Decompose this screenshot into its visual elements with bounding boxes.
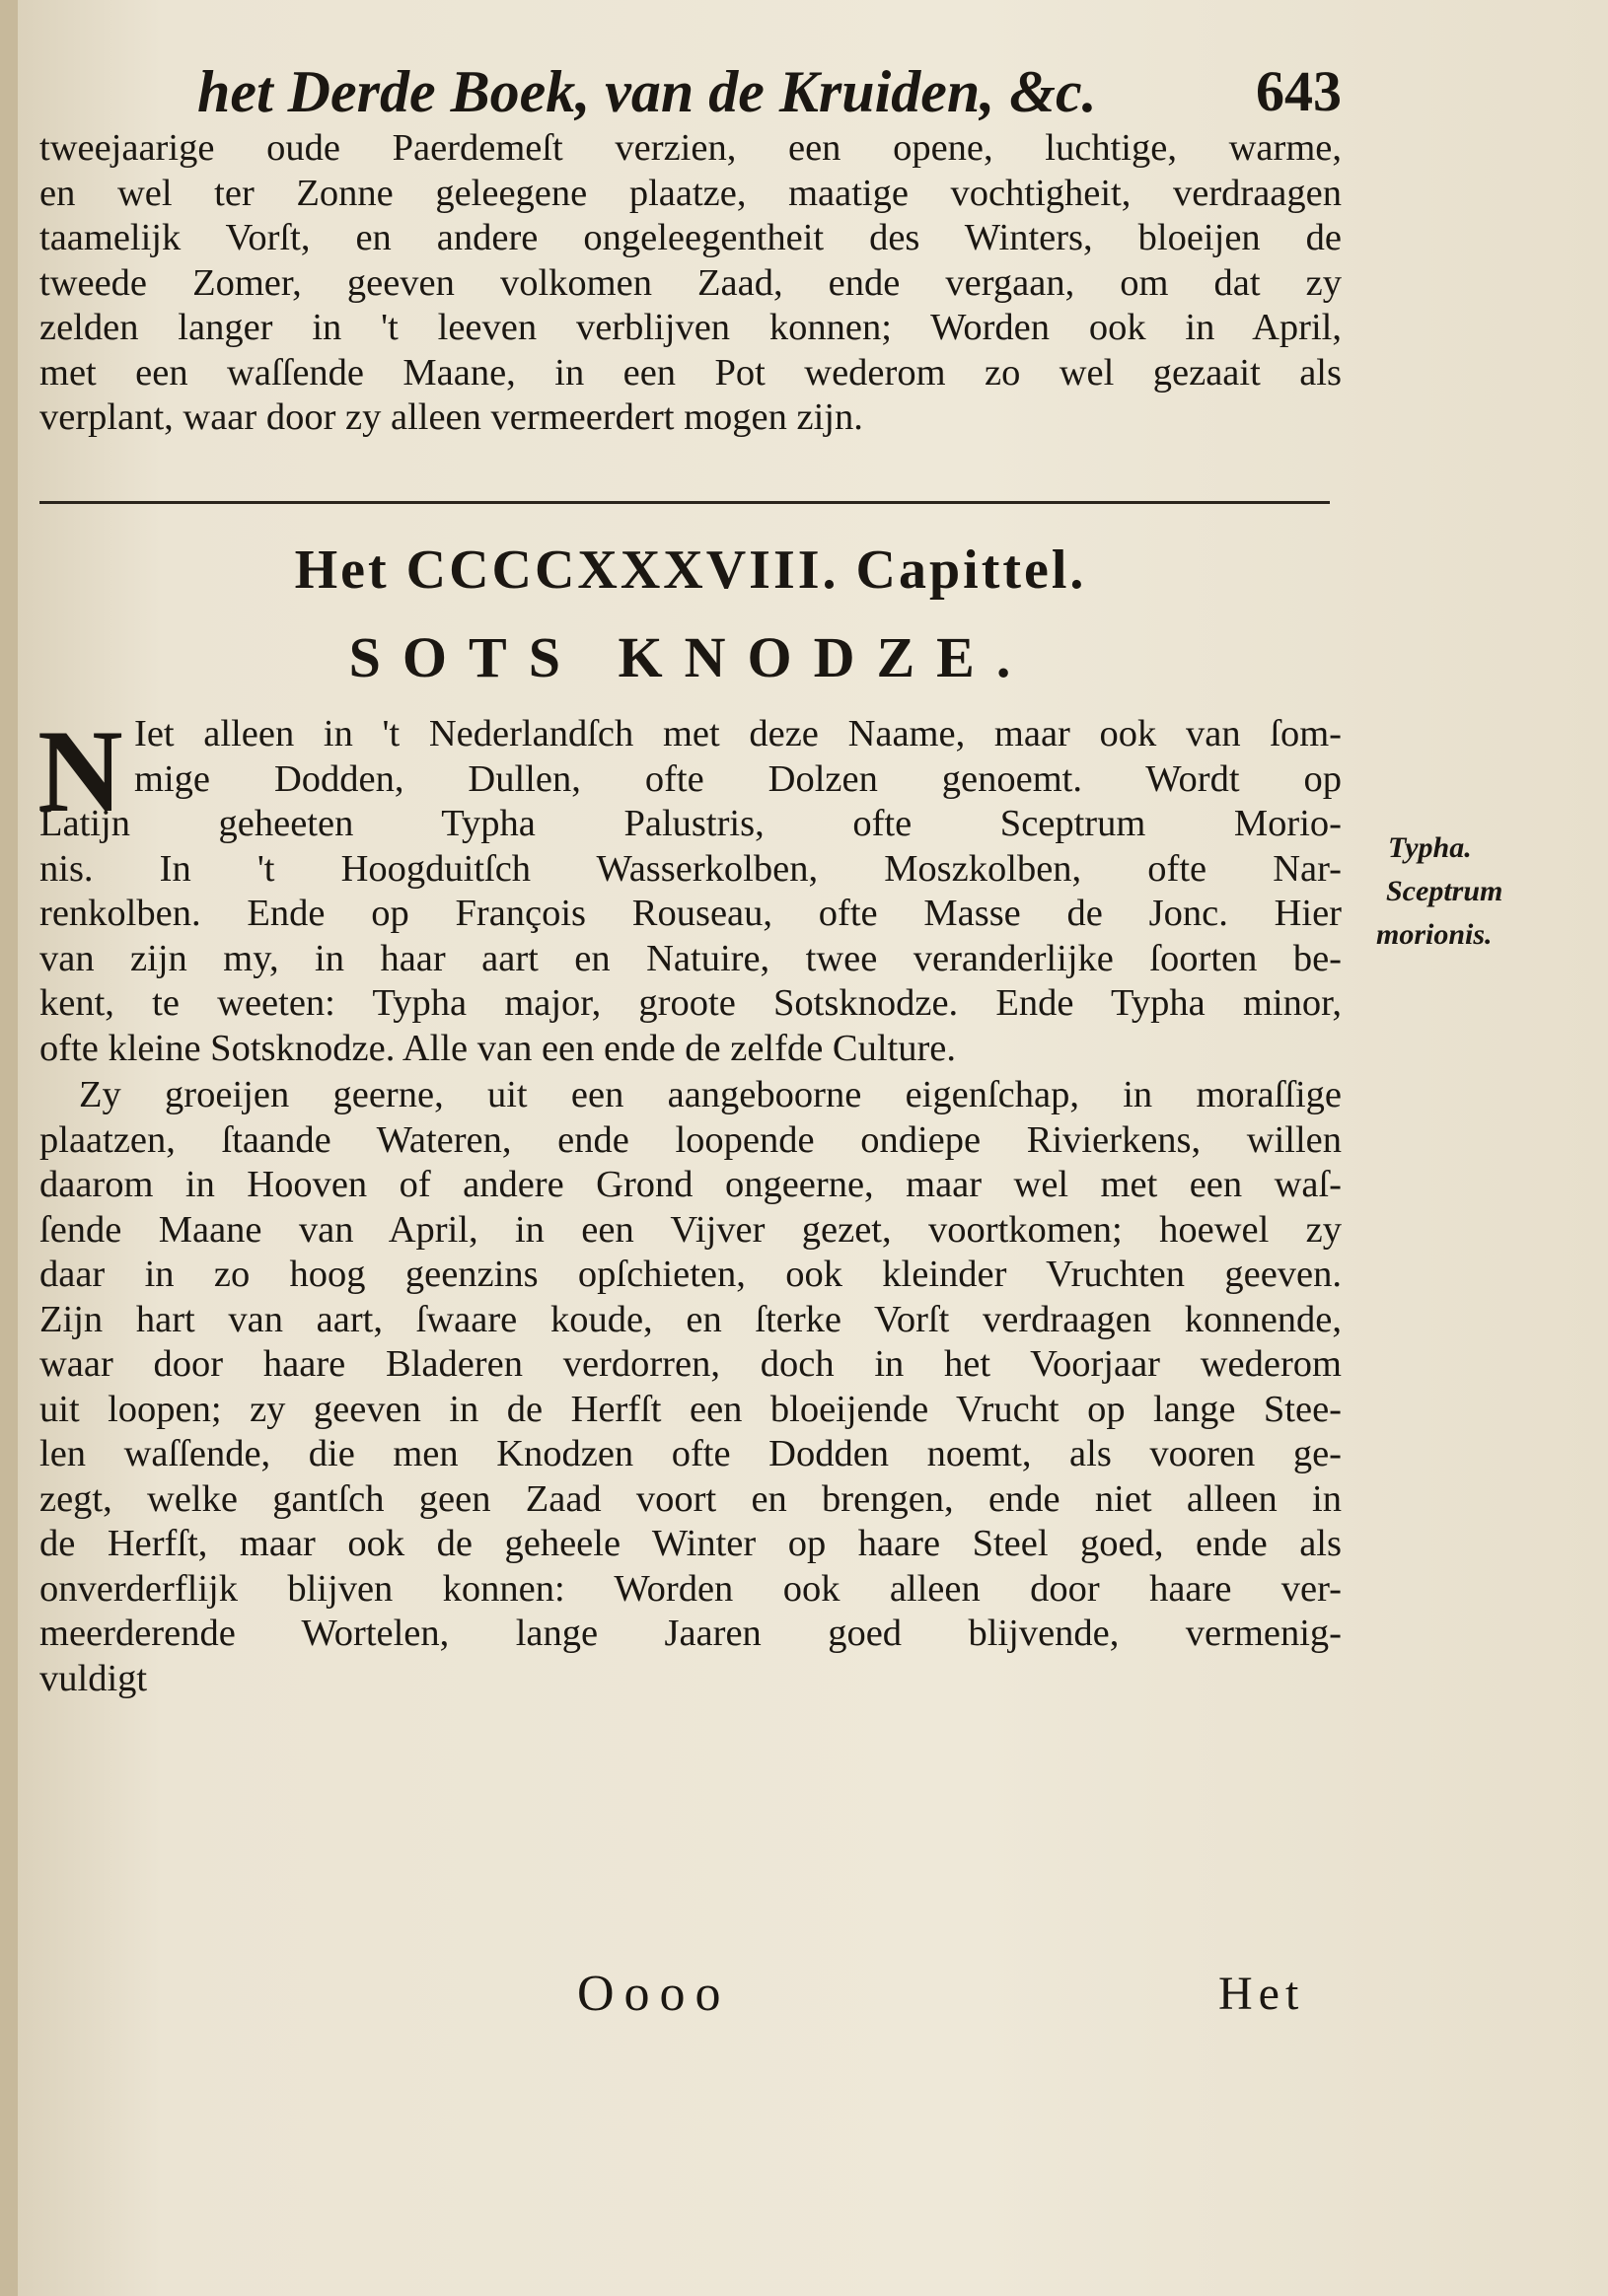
text-line: Latijn geheeten Typha Palustris, ofte Sceptrum Morio- — [39, 803, 1342, 844]
text-line: en wel ter Zonne geleegene plaatze, maatige vochtigheit, verdraagen — [39, 172, 1342, 214]
text-line: uit loopen; zy geeven in de Herfſt een bloeijende Vrucht op lange Stee- — [39, 1388, 1342, 1430]
paragraph-1 — [37, 705, 1342, 1071]
text-line: met een waſſende Maane, in een Pot wederom zo wel gezaait als — [39, 351, 1342, 394]
section-divider — [39, 501, 1330, 504]
text-line: daarom in Hooven of andere Grond ongeerne, maar wel met een waſ- — [39, 1164, 1342, 1205]
text-line: renkolben. Ende op François Rouseau, ofte Masse de Jonc. Hier — [39, 893, 1342, 934]
text-line: Iet alleen in 't Nederlandſch met deze Naame, maar ook van ſom- — [134, 713, 1342, 754]
running-header — [197, 57, 1342, 126]
text-line: tweede Zomer, geeven volkomen Zaad, ende vergaan, om dat zy — [39, 261, 1342, 304]
text-line: len waſſende, die men Knodzen ofte Dodden noemt, als vooren ge- — [39, 1433, 1342, 1474]
text-line: waar door haare Bladeren verdorren, doch in het Voorjaar wederom — [39, 1343, 1342, 1385]
chapter-title: SOTS KNODZE. — [348, 625, 1033, 689]
text-line: taamelijk Vorſt, en andere ongeleegentheit des Winters, bloeijen de — [39, 217, 1342, 258]
text-line: Zy groeijen geerne, uit een aangeboorne eigenſchap, in moraſſige — [79, 1074, 1342, 1115]
running-head: het Derde Boek, van de Kruiden, &c. — [197, 59, 1097, 124]
text-line: vuldigt — [39, 1657, 148, 1699]
text-line: kent, te weeten: Typha major, groote Sotsknodze. Ende Typha minor, — [39, 982, 1342, 1024]
text-line: tweejaarige oude Paerdemeſt verzien, een opene, luchtige, warme, — [39, 127, 1342, 169]
page-number: 643 — [1256, 59, 1342, 123]
text-line: de Herfſt, maar ook de geheele Winter op haare Steel goed, ende als — [39, 1523, 1342, 1564]
text-line: nis. In 't Hoogduitſch Wasserkolben, Moszkolben, ofte Nar- — [39, 847, 1342, 890]
chapter-number: Het CCCCXXXVIII. Capittel. — [294, 539, 1087, 601]
margin-note-line: Typha. — [1388, 831, 1472, 864]
text-line: mige Dodden, Dullen, ofte Dolzen genoemt. Wordt op — [134, 757, 1342, 800]
text-line: ſende Maane van April, in een Vijver gezet, voortkomen; hoewel zy — [39, 1208, 1342, 1251]
text-line: zelden langer in 't leeven verblijven konnen; Worden ook in April, — [39, 307, 1342, 348]
top-paragraph — [39, 126, 1342, 441]
text-line: ofte kleine Sotsknodze. Alle van een ende de zelfde Culture. — [39, 1027, 957, 1069]
signature-mark: Oooo — [577, 1966, 731, 2022]
page-gutter — [0, 0, 18, 2296]
margin-note-line: morionis. — [1376, 918, 1493, 951]
paragraph-2 — [39, 1073, 1342, 1701]
margin-note — [1376, 826, 1534, 957]
text-line: verplant, waar door zy alleen vermeerdert mogen zijn. — [39, 396, 863, 438]
text-line: van zijn my, in haar aart en Natuire, twee veranderlijke ſoorten be- — [39, 937, 1342, 979]
text-line: meerderende Wortelen, lange Jaaren goed blijvende, vermenig- — [39, 1613, 1342, 1654]
catchword: Het — [1218, 1968, 1305, 2020]
text-line: zegt, welke gantſch geen Zaad voort en brengen, ende niet alleen in — [39, 1477, 1342, 1520]
margin-note-line: Sceptrum — [1386, 875, 1503, 907]
text-line: Zijn hart van aart, ſwaare koude, en ſterke Vorſt verdraagen konnende, — [39, 1298, 1342, 1340]
drop-cap: N — [37, 705, 123, 836]
text-line: daar in zo hoog geenzins opſchieten, ook kleinder Vruchten geeven. — [39, 1254, 1342, 1295]
text-line: plaatzen, ſtaande Wateren, ende loopende ondiepe Rivierkens, willen — [39, 1118, 1342, 1161]
text-line: onverderflijk blijven konnen: Worden ook alleen door haare ver- — [39, 1567, 1342, 1610]
